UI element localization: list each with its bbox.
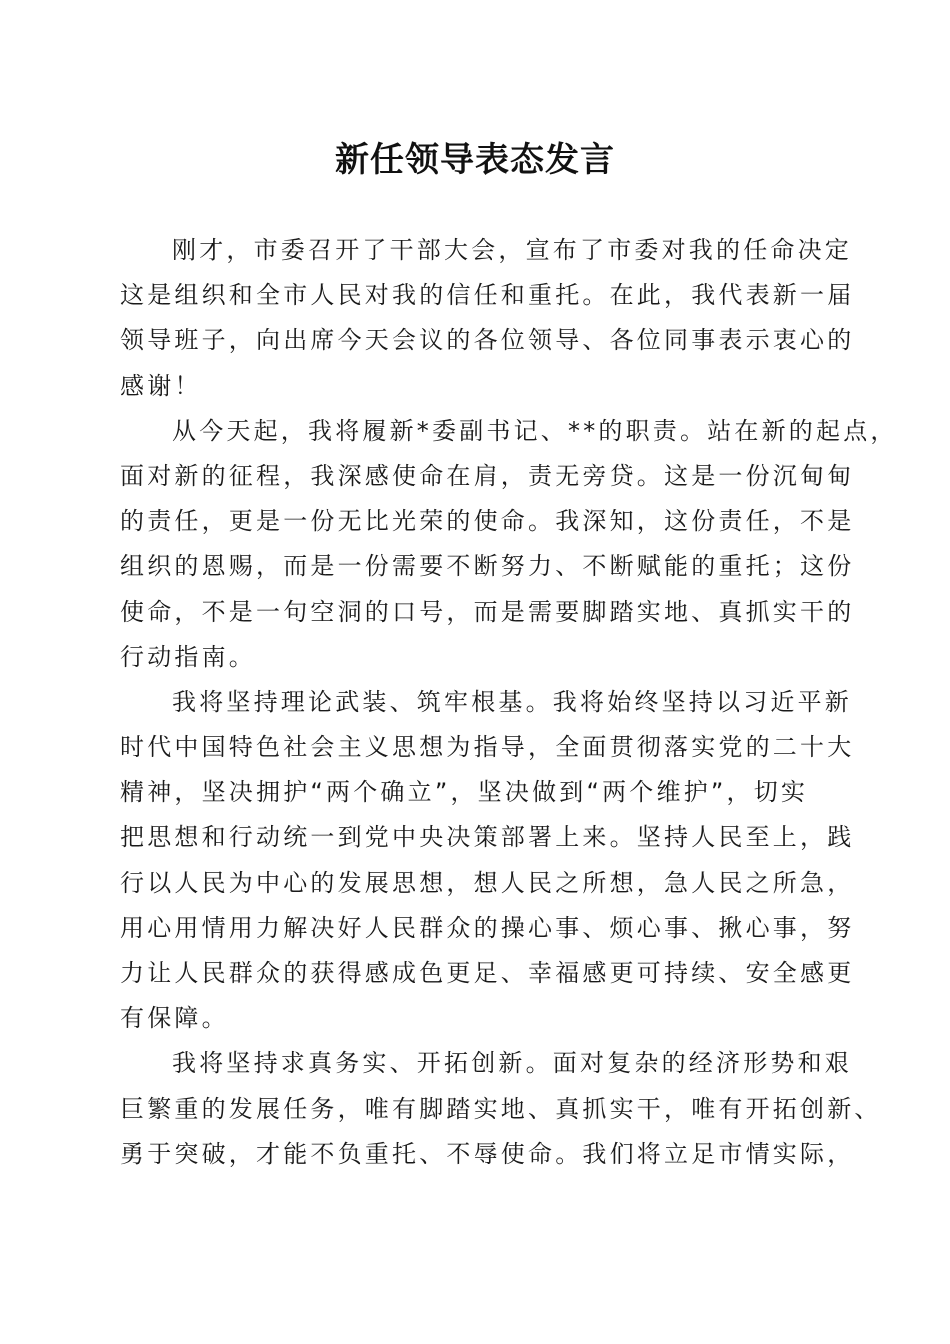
paragraph-line: 感谢！ [120,371,202,400]
paragraph-line: 这是组织和全市人民对我的信任和重托。在此，我代表新一届 [120,281,855,310]
paragraph-2 [120,409,898,680]
paragraph-line: 领导班子，向出席今天会议的各位领导、各位同事表示衷心的 [120,326,855,355]
document-body [120,228,898,1177]
paragraph-4 [120,1041,882,1177]
paragraph-line: 把思想和行动统一到党中央决策部署上来。坚持人民至上，践 [120,823,855,852]
paragraph-line: 刚才，市委召开了干部大会，宣布了市委对我的任命决定 [172,236,852,264]
paragraph-line: 我将坚持求真务实、开拓创新。面对复杂的经济形势和艰 [172,1049,852,1078]
document-title: 新任领导表态发言 [335,140,615,180]
paragraph-line: 有保障。 [120,1004,229,1033]
paragraph-line: 力让人民群众的获得感成色更足、幸福感更可持续、安全感更 [120,959,855,987]
paragraph-line: 巨繁重的发展任务，唯有脚踏实地、真抓实干，唯有开拓创新、 [120,1094,882,1123]
paragraph-line: 行动指南。 [120,642,256,671]
paragraph-line: 面对新的征程，我深感使命在肩，责无旁贷。这是一份沉甸甸 [120,461,855,490]
paragraph-line: 从今天起，我将履新*委副书记、**的职责。站在新的起点， [172,416,898,445]
paragraph-line: 精神，坚决拥护“两个确立”，坚决做到“两个维护”，切实 [120,778,809,807]
paragraph-line: 的责任，更是一份无比光荣的使命。我深知，这份责任，不是 [120,507,855,536]
paragraph-line: 组织的恩赐，而是一份需要不断努力、不断赋能的重托；这份 [120,552,855,581]
paragraph-line: 行以人民为中心的发展思想，想人民之所想，急人民之所急， [120,868,855,897]
paragraph-line: 我将坚持理论武装、筑牢根基。我将始终坚持以习近平新 [172,687,852,716]
paragraph-line: 时代中国特色社会主义思想为指导，全面贯彻落实党的二十大 [120,733,855,762]
paragraph-line: 勇于突破，才能不负重托、不辱使命。我们将立足市情实际， [120,1139,855,1168]
paragraph-1 [120,228,855,409]
paragraph-line: 用心用情用力解决好人民群众的操心事、烦心事、揪心事，努 [120,913,855,942]
paragraph-line: 使命，不是一句空洞的口号，而是需要脚踏实地、真抓实干的 [120,597,855,626]
paragraph-3 [120,680,855,1042]
